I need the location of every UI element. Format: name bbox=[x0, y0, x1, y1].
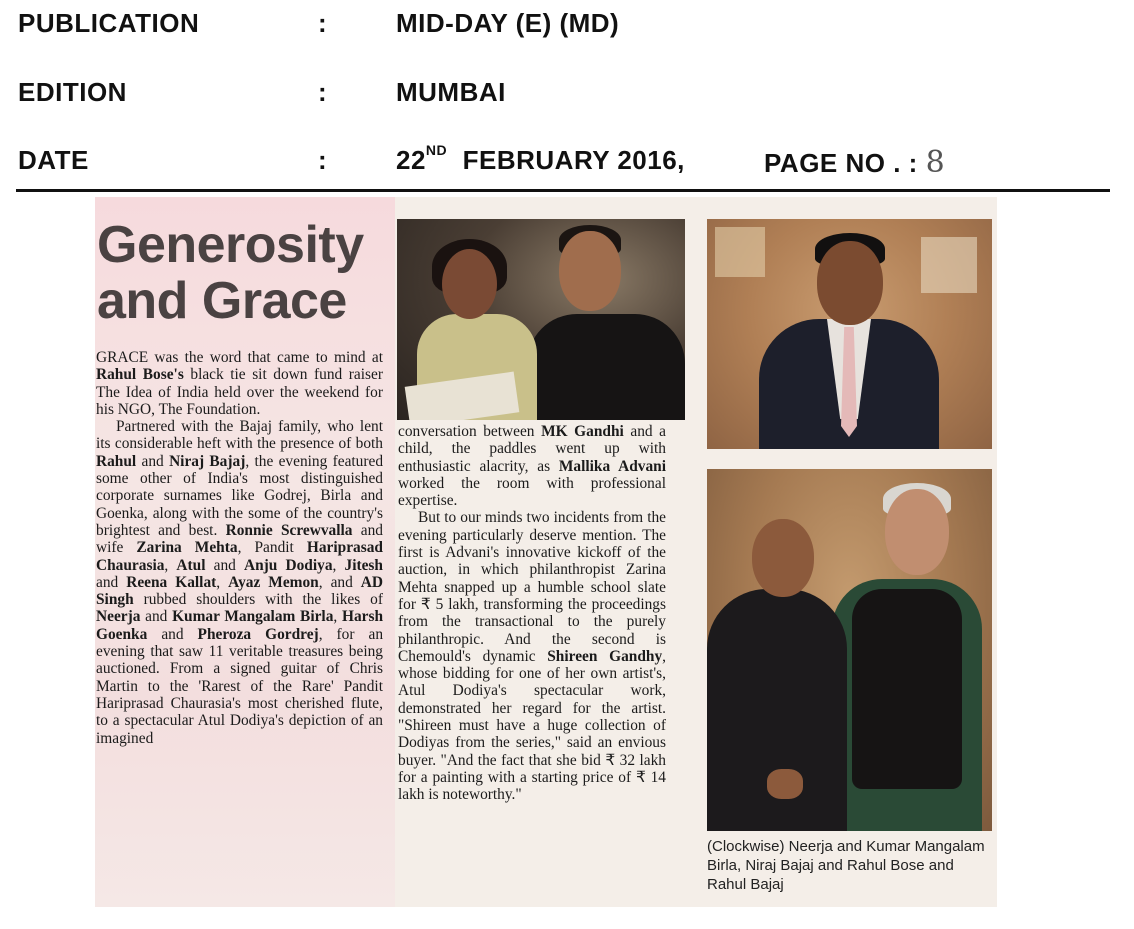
page-label: PAGE NO bbox=[764, 148, 886, 178]
header-rule bbox=[16, 189, 1110, 192]
date-day: 22 bbox=[396, 145, 426, 175]
article-paragraph: conversation between MK Gandhi and a child, the paddles went up with enthusiastic alacrity, as Mallika Advani worked the room with professional expertise. bbox=[398, 423, 667, 510]
photo-caption: (Clockwise) Neerja and Kumar Mangalam Birla, Niraj Bajaj and Rahul Bose and Rahul Bajaj bbox=[707, 838, 985, 893]
date-suffix: ND bbox=[425, 142, 448, 159]
publication-label: PUBLICATION bbox=[18, 8, 200, 38]
article-column-1 bbox=[96, 349, 383, 747]
article-paragraph: Partnered with the Bajaj family, who lent its considerable heft with the presence of both Rahul and Niraj Bajaj, the evening featured some other of India's most distinguished corporate surnames like Godrej, Birla and Goenka, along with the some of the country's brightest and best. Ronnie Screwvalla and wife Zarina Mehta, Pandit Hariprasad Chaurasia, Atul and Anju Dodiya, Jitesh and Reena Kallat, Ayaz Memon, and AD Singh rubbed shoulders with the likes of Neerja and Kumar Mangalam Birla, Harsh Goenka and Pheroza Gordrej, for an evening that saw 11 veritable treasures being auctioned. From a signed guitar of Chris Martin to the 'Rarest of the Rare' Pandit Hariprasad Chaurasia's most cherished flute, to a spectacular Atul Dodiya's depiction of an imagined bbox=[96, 418, 384, 747]
photo-niraj-bajaj bbox=[707, 219, 992, 449]
bold-name: Pheroza Gordrej bbox=[197, 625, 319, 643]
bold-name: Hariprasad Chaurasia bbox=[96, 539, 383, 574]
bold-name: Anju Dodiya bbox=[243, 556, 333, 574]
bold-name: Jitesh bbox=[344, 556, 383, 574]
bold-name: Reena Kallat bbox=[126, 573, 217, 591]
bold-name: Zarina Mehta bbox=[136, 539, 238, 557]
bold-name: MK Gandhi bbox=[541, 423, 624, 440]
bold-name: Kumar Mangalam Birla bbox=[172, 608, 334, 626]
bold-name: Neerja bbox=[96, 608, 141, 626]
article-paragraph: But to our minds two incidents from the evening particularly deserve mention. The first is Advani's innovative kickoff of the auction, in which philanthropist Zarina Mehta snapped up a humble school slate for ₹ 5 lakh, transforming the proceedings from the transactional to the purely philanthropic. And the second is Chemould's dynamic Shireen Gandhy, whose bidding for one of her own artist's, Atul Dodiya's spectacular work, demonstrated her regard for the artist. "Shireen must have a huge collection of Dodiyas from the series," said an envious buyer. "And the fact that she bid ₹ 32 lakh for a painting with a starting price of ₹ 14 lakh is noteworthy." bbox=[398, 509, 666, 804]
bold-name: Harsh Goenka bbox=[96, 608, 384, 643]
photo-rahul-bose-rahul-bajaj bbox=[707, 469, 992, 831]
bold-name: Niraj Bajaj bbox=[169, 452, 246, 470]
page-separator: . : bbox=[893, 148, 918, 178]
bold-name: Rahul bbox=[96, 452, 137, 470]
bold-name: AD Singh bbox=[96, 573, 384, 609]
bold-name: Ronnie Screwvalla bbox=[225, 521, 353, 539]
newspaper-clipping bbox=[95, 197, 997, 907]
article-column-2 bbox=[398, 423, 666, 804]
publication-colon: : bbox=[318, 8, 328, 38]
edition-value: MUMBAI bbox=[396, 77, 506, 107]
bold-name: Rahul Bose's bbox=[96, 366, 184, 384]
date-value bbox=[396, 142, 685, 176]
date-colon: : bbox=[318, 145, 328, 175]
bold-name: Ayaz Memon bbox=[228, 573, 319, 591]
bold-name: Shireen Gandhy bbox=[547, 647, 663, 665]
article-paragraph: GRACE was the word that came to mind at Rahul Bose's black tie sit down fund raiser The Idea of India held over the weekend for his NGO, The Foundation. bbox=[96, 349, 383, 418]
bold-name: Mallika Advani bbox=[558, 457, 667, 475]
headline: Generosity and Grace bbox=[97, 216, 364, 330]
bold-name: Atul bbox=[176, 556, 206, 574]
edition-colon: : bbox=[318, 77, 328, 107]
page-number bbox=[764, 145, 945, 180]
date-label: DATE bbox=[18, 145, 89, 175]
publication-value: MID-DAY (E) (MD) bbox=[396, 8, 620, 38]
date-month-year: FEBRUARY 2016, bbox=[462, 145, 685, 175]
edition-label: EDITION bbox=[18, 77, 127, 107]
page-value: 8 bbox=[925, 145, 946, 180]
photo-neerja-kumar-birla bbox=[397, 219, 685, 420]
